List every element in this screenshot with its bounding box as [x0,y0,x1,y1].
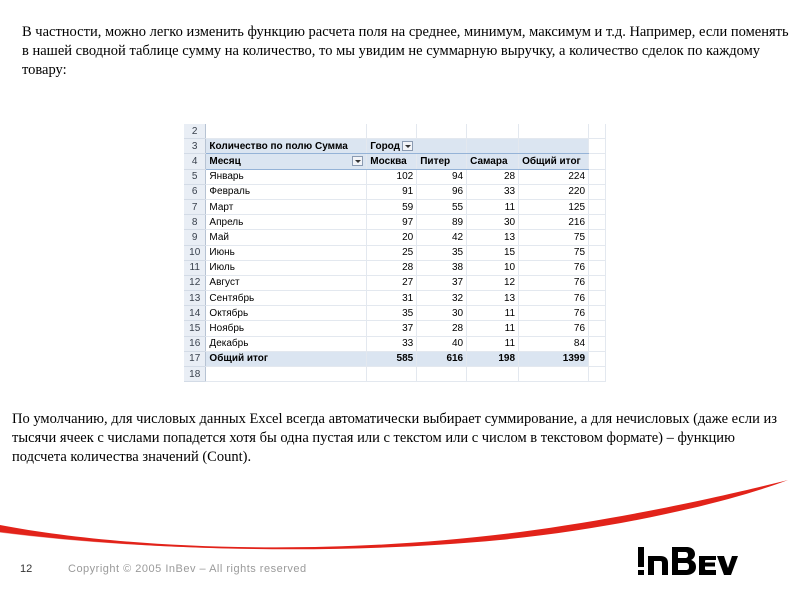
value-cell: 33 [367,336,417,351]
table-row [184,169,606,184]
value-cell: 96 [417,184,467,199]
pivot-table [184,124,606,382]
row-number: 3 [184,139,206,154]
table-row [184,336,606,351]
value-cell: 102 [367,169,417,184]
value-cell: 40 [417,336,467,351]
copyright-notice: Copyright © 2005 InBev – All rights reserved [68,563,307,575]
value-cell: 35 [417,245,467,260]
table-row [184,291,606,306]
grand-total-cell: 198 [467,351,519,366]
value-cell: 75 [519,245,589,260]
table-row [184,215,606,230]
column-field-header[interactable] [367,139,467,154]
table-row [184,230,606,245]
table-row [184,245,606,260]
value-cell: 25 [367,245,417,260]
value-cell: 28 [367,260,417,275]
value-cell: 76 [519,321,589,336]
filter-dropdown-icon[interactable] [352,156,363,166]
intro-paragraph: В частности, можно легко изменить функцию расчета поля на среднее, минимум, максимум и т.д. Например, если поменять в нашей сводной таблице сумму на количество, то мы увидим не суммарную выручку, а количество сделок по каждому товару: [22,24,789,78]
row-number: 10 [184,245,206,260]
grand-total-cell: 1399 [519,351,589,366]
value-cell: 11 [467,306,519,321]
value-cell: 76 [519,275,589,290]
row-number: 12 [184,275,206,290]
value-cell: 13 [467,291,519,306]
grand-total-cell: 585 [367,351,417,366]
value-cell: 37 [417,275,467,290]
row-number: 13 [184,291,206,306]
month-cell: Апрель [206,215,367,230]
column-header: Общий итог [519,154,589,169]
table-row [184,184,606,199]
row-number: 11 [184,260,206,275]
month-cell: Июнь [206,245,367,260]
value-cell: 11 [467,336,519,351]
value-cell: 55 [417,199,467,214]
value-cell: 59 [367,199,417,214]
row-number: 17 [184,351,206,366]
row-number: 7 [184,199,206,214]
page-number: 12 [20,563,33,575]
row-number: 18 [184,367,206,382]
table-row [184,275,606,290]
month-cell: Февраль [206,184,367,199]
value-cell: 28 [467,169,519,184]
value-cell: 91 [367,184,417,199]
value-cell: 38 [417,260,467,275]
value-cell: 76 [519,306,589,321]
inbev-logo [636,544,738,578]
row-number: 16 [184,336,206,351]
value-cell: 216 [519,215,589,230]
value-cell: 11 [467,199,519,214]
row-number: 5 [184,169,206,184]
column-header: Самара [467,154,519,169]
value-cell: 94 [417,169,467,184]
table-row [184,321,606,336]
value-cell: 11 [467,321,519,336]
value-cell: 89 [417,215,467,230]
row-number: 4 [184,154,206,169]
table-row [184,260,606,275]
value-cell: 125 [519,199,589,214]
column-header: Питер [417,154,467,169]
row-number: 2 [184,124,206,139]
value-cell: 33 [467,184,519,199]
month-cell: Июль [206,260,367,275]
value-cell: 30 [467,215,519,230]
value-cell: 31 [367,291,417,306]
column-field-label: Город [370,140,401,152]
filter-dropdown-icon[interactable] [402,141,413,151]
month-cell: Сентябрь [206,291,367,306]
month-cell: Октябрь [206,306,367,321]
month-cell: Январь [206,169,367,184]
month-cell: Декабрь [206,336,367,351]
value-cell: 13 [467,230,519,245]
row-field-label: Месяц [209,155,241,167]
value-cell: 75 [519,230,589,245]
value-cell: 220 [519,184,589,199]
month-cell: Май [206,230,367,245]
value-cell: 32 [417,291,467,306]
value-field-label: Количество по полю Сумма [206,139,367,154]
value-cell: 35 [367,306,417,321]
value-cell: 20 [367,230,417,245]
grand-total-label: Общий итог [206,351,367,366]
value-cell: 28 [417,321,467,336]
row-number: 6 [184,184,206,199]
table-row [184,306,606,321]
value-cell: 10 [467,260,519,275]
value-cell: 27 [367,275,417,290]
month-cell: Март [206,199,367,214]
value-cell: 76 [519,291,589,306]
grand-total-row [184,351,606,366]
row-number: 9 [184,230,206,245]
value-cell: 12 [467,275,519,290]
row-number: 8 [184,215,206,230]
value-cell: 15 [467,245,519,260]
pivot-table-screenshot [184,124,606,380]
table-row [184,199,606,214]
value-cell: 76 [519,260,589,275]
grand-total-cell: 616 [417,351,467,366]
row-field-header[interactable] [206,154,367,169]
column-header: Москва [367,154,417,169]
value-cell: 30 [417,306,467,321]
month-cell: Август [206,275,367,290]
value-cell: 224 [519,169,589,184]
row-number: 14 [184,306,206,321]
row-number: 15 [184,321,206,336]
default-behavior-paragraph: По умолчанию, для числовых данных Excel всегда автоматически выбирает суммирование, а для нечисловых (даже если из тысячи ячеек с числами попадется хотя бы одна пустая или с текстом или с числом в текстовом формате) – функцию подсчета количества значений (Count). [12,411,777,465]
month-cell: Ноябрь [206,321,367,336]
value-cell: 42 [417,230,467,245]
value-cell: 37 [367,321,417,336]
value-cell: 84 [519,336,589,351]
value-cell: 97 [367,215,417,230]
